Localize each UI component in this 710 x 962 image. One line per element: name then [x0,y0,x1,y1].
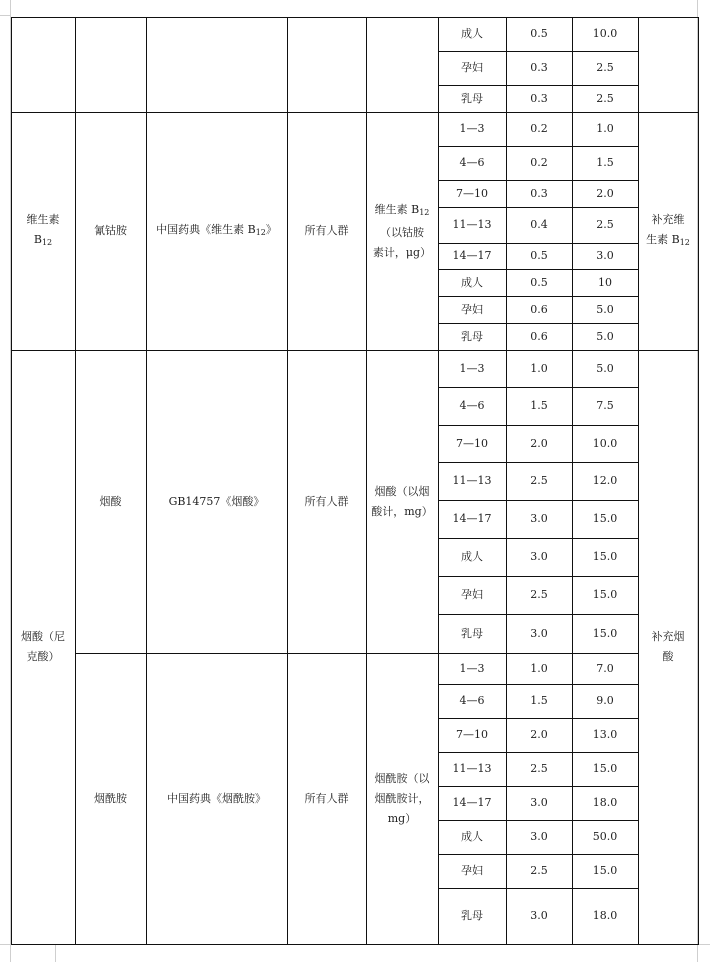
population-cell: 所有人群 [304,224,349,237]
value-min-cell: 0.3 [530,91,548,105]
age-group-cell: 14—17 [452,512,492,525]
age-group-cell: 1—3 [459,122,485,135]
value-max-cell: 2.0 [596,186,614,200]
value-max-cell: 10.0 [592,27,618,40]
value-min-cell: 0.3 [530,61,548,74]
age-group-cell: 4—6 [459,399,485,412]
compound-name-cell: 氰钴胺 [94,224,127,237]
value-max-cell: 5.0 [596,302,614,316]
age-group-cell: 成人 [461,830,483,843]
age-group-cell: 乳母 [461,909,483,922]
age-group-cell: 成人 [461,275,483,289]
standard-ref-cell: 中国药典《烟酰胺》 [167,791,266,805]
age-group-cell: 14—17 [452,796,492,809]
value-max-cell: 2.5 [596,61,614,74]
value-max-cell: 15.0 [592,864,618,877]
nutrient-name-vitamin-b12: 维生素 $B_{12}$ [26,212,60,247]
value-min-cell: 0.5 [530,275,548,289]
value-max-cell: 18.0 [592,796,618,809]
standard-ref-cell: GB14757《烟酸》 [168,494,265,508]
value-min-cell: 2.5 [530,588,548,601]
age-group-cell: 4—6 [459,156,485,169]
value-max-cell: 2.5 [596,218,614,231]
value-max-cell: 7.5 [596,399,614,412]
value-max-cell: 2.5 [596,91,614,105]
age-group-cell: 孕妇 [461,864,483,877]
compound-name-cell: 烟酰胺 [94,791,127,805]
purpose-cell: 补充烟 酸 [651,630,685,663]
value-min-cell: 3.0 [530,626,548,640]
unit-basis-cell: 烟酸（以烟 酸计，mg） [371,484,433,518]
age-group-cell: 乳母 [461,626,483,640]
value-max-cell: 15.0 [592,626,618,640]
value-min-cell: 0.2 [530,156,548,169]
compound-name-cell: 烟酸 [99,494,122,508]
value-min-cell: 3.0 [530,909,548,922]
value-max-cell: 10 [598,275,612,289]
value-min-cell: 3.0 [530,512,548,525]
page-guide-bottom-right [698,944,710,945]
value-min-cell: 1.0 [530,661,548,675]
age-group-cell: 乳母 [461,91,483,105]
population-cell: 所有人群 [304,791,349,805]
value-max-cell: 7.0 [596,661,614,675]
value-max-cell: 1.5 [596,156,614,169]
age-group-cell: 4—6 [459,694,485,707]
value-min-cell: 2.0 [530,728,548,741]
age-group-cell: 11—13 [452,762,492,775]
value-min-cell: 3.0 [530,830,548,843]
value-max-cell: 1.0 [596,122,614,135]
value-min-cell: 2.0 [530,436,548,450]
age-group-cell: 孕妇 [461,61,483,74]
age-group-cell: 7—10 [456,728,488,741]
value-min-cell: 0.2 [530,122,548,135]
unit-basis-cell: 维生素 $B_{12}$ （以钴胺 素计，μg） [372,202,432,259]
value-min-cell: 3.0 [530,796,548,809]
unit-basis-cell: 烟酰胺（以 烟酰胺计， mg） [374,771,430,825]
value-max-cell: 12.0 [592,474,618,487]
purpose-cell: 补充维 生素 $B_{12}$ [646,212,690,247]
value-min-cell: 1.5 [530,694,548,707]
grid-line [698,17,699,945]
value-min-cell: 0.3 [530,186,548,200]
value-max-cell: 9.0 [596,694,614,707]
age-group-cell: 孕妇 [461,302,483,316]
value-min-cell: 2.5 [530,474,548,487]
age-group-cell: 7—10 [456,186,488,200]
value-max-cell: 5.0 [596,361,614,375]
value-min-cell: 1.5 [530,399,548,412]
age-group-cell: 成人 [461,550,483,563]
value-max-cell: 10.0 [592,436,618,450]
age-group-cell: 11—13 [452,218,492,231]
value-min-cell: 2.5 [530,762,548,775]
population-cell: 所有人群 [304,494,349,508]
age-group-cell: 1—3 [459,661,485,675]
value-max-cell: 18.0 [592,909,618,922]
age-group-cell: 乳母 [461,329,483,343]
value-min-cell: 2.5 [530,864,548,877]
value-max-cell: 3.0 [596,249,614,262]
value-max-cell: 15.0 [592,762,618,775]
age-group-cell: 7—10 [456,436,488,450]
value-min-cell: 0.5 [530,249,548,262]
value-min-cell: 0.4 [530,218,548,231]
value-max-cell: 50.0 [592,830,618,843]
value-min-cell: 0.6 [530,329,548,343]
age-group-cell: 14—17 [452,249,492,262]
value-max-cell: 15.0 [592,512,618,525]
age-group-cell: 1—3 [459,361,485,375]
age-group-cell: 成人 [461,27,483,40]
grid-line [11,944,699,945]
value-min-cell: 3.0 [530,550,548,563]
value-min-cell: 0.6 [530,302,548,316]
page-guide-bottom-left [0,944,10,945]
value-min-cell: 1.0 [530,361,548,375]
page-guide-bottom-mid [55,944,56,962]
value-max-cell: 5.0 [596,329,614,343]
standard-ref-cell: 中国药典《维生素 $B_{12}$》 [156,222,277,237]
value-max-cell: 15.0 [592,550,618,563]
age-group-cell: 孕妇 [461,588,483,601]
nutrient-name-niacin: 烟酸（尼 克酸） [21,630,65,663]
value-max-cell: 13.0 [592,728,618,741]
age-group-cell: 11—13 [452,474,492,487]
value-max-cell: 15.0 [592,588,618,601]
page-guide-top-left [0,15,10,16]
value-min-cell: 0.5 [530,27,548,40]
